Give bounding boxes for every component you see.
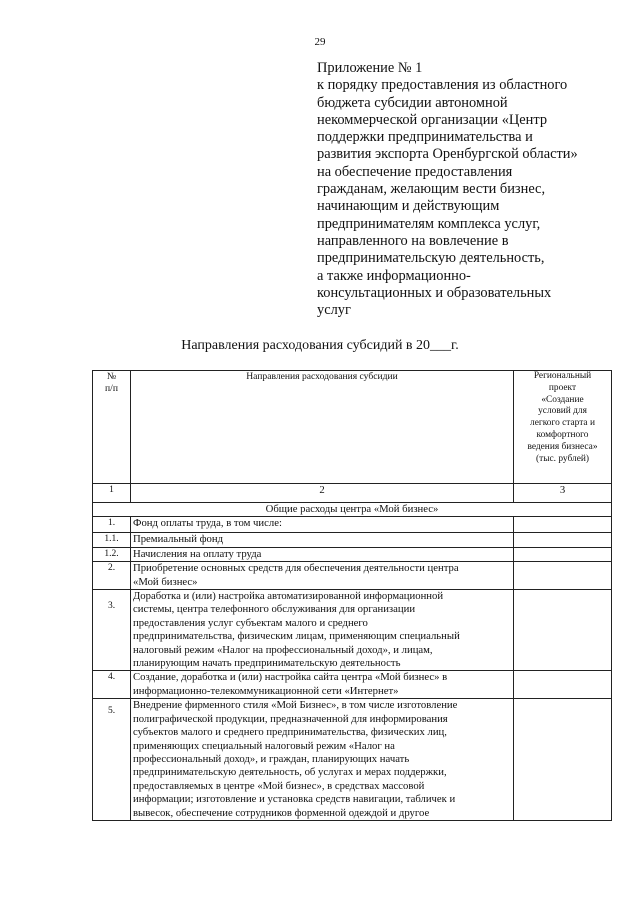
table-row [93,671,612,699]
appendix-line: услуг [317,302,351,319]
column-index: 3 [514,484,612,503]
table-row [93,562,612,590]
row-text [131,562,514,590]
section-title: Общие расходы центра «Мой бизнес» [93,503,612,517]
row-value [514,699,612,821]
table-row [93,590,612,671]
appendix-line: к порядку предоставления из областного [317,77,568,94]
row-text: Фонд оплаты труда, в том числе: [131,517,514,533]
header-direction [131,371,514,484]
expense-table [92,370,612,821]
row-value [514,671,612,699]
table-row [93,517,612,533]
row-text: Начисления на оплату труда [131,547,514,561]
row-num: 1.2. [93,547,131,561]
appendix-line: предпринимательскую деятельность, [317,250,545,267]
appendix-line: поддержки предпринимательства и [317,129,533,146]
row-value [514,547,612,561]
appendix-line: а также информационно- [317,267,471,284]
row-text-content: Доработка и (или) настройка автоматизированной информационной системы, центра телефонного обслуживания для организации предоставления услуг субъектам малого и среднего предпринимательства, физическим лицам, применяющим специальный налоговый режим «Налог на профессиональный доход», и лицам, планирующим начать предпринимательскую деятельность [133,590,460,670]
appendix-note [317,60,617,319]
row-value [514,533,612,547]
row-text [131,590,514,671]
row-text [131,699,514,821]
column-index: 1 [93,484,131,503]
header-num-label: № п/п [105,371,118,394]
row-text-content: Приобретение основных средств для обеспечения деятельности центра «Мой бизнес» [133,562,459,588]
row-num: 4. [93,671,131,699]
appendix-line: некоммерческой организации «Центр [317,111,548,128]
page-title: Направления расходования субсидий в 20___г. [181,338,459,353]
header-project [514,371,612,484]
row-value [514,590,612,671]
row-text: Премиальный фонд [131,533,514,547]
appendix-line: начинающим и действующим [317,198,500,215]
appendix-line: гражданам, желающим вести бизнес, [317,181,546,198]
table-header-row [93,371,612,484]
appendix-line: бюджета субсидии автономной [317,94,508,111]
header-direction-label: Направления расходования субсидии [246,371,398,382]
row-num: 2. [93,562,131,590]
row-text [131,671,514,699]
appendix-line: направленного на вовлечение в [317,232,509,249]
row-value [514,562,612,590]
section-row [93,503,612,517]
row-num: 5. [93,699,131,821]
appendix-line: на обеспечение предоставления [317,163,513,180]
table-row [93,547,612,561]
row-num: 1. [93,517,131,533]
appendix-line: предпринимателям комплекса услуг, [317,215,541,232]
row-text-content: Создание, доработка и (или) настройка сайта центра «Мой бизнес» в информационно-телекоммуникационной сети «Интернет» [133,671,448,697]
appendix-line: Приложение № 1 [317,60,423,76]
table-row [93,533,612,547]
appendix-line: консультационных и образовательных [317,284,552,301]
table-row [93,699,612,821]
row-value [514,517,612,533]
row-num: 1.1. [93,533,131,547]
row-text-content: Внедрение фирменного стиля «Мой Бизнес», в том числе изготовление полиграфической продукции, предназначенной для информирования субъектов малого и среднего предпринимательства, физических лиц, применяющих специальный налоговый режим «Налог на профессиональный доход», и граждан, планирующих начать предпринимательскую деятельность, об услугах и мерах поддержки, предоставляемых в центре «Мой бизнес», в средствах массовой информации; изготовление и установка средств навигации, табличек и вывесок, обеспечение сотрудников форменной одеждой и другое [133,699,458,819]
row-num: 3. [93,590,131,671]
column-index: 2 [131,484,514,503]
column-index-row [93,484,612,503]
header-project-label: Региональный проект «Создание условий для легкого старта и комфортного ведения бизнеса» (тыс. рублей) [527,371,598,464]
page-number: 29 [314,36,326,48]
header-num [93,371,131,484]
appendix-line: развития экспорта Оренбургской области» [317,146,578,163]
